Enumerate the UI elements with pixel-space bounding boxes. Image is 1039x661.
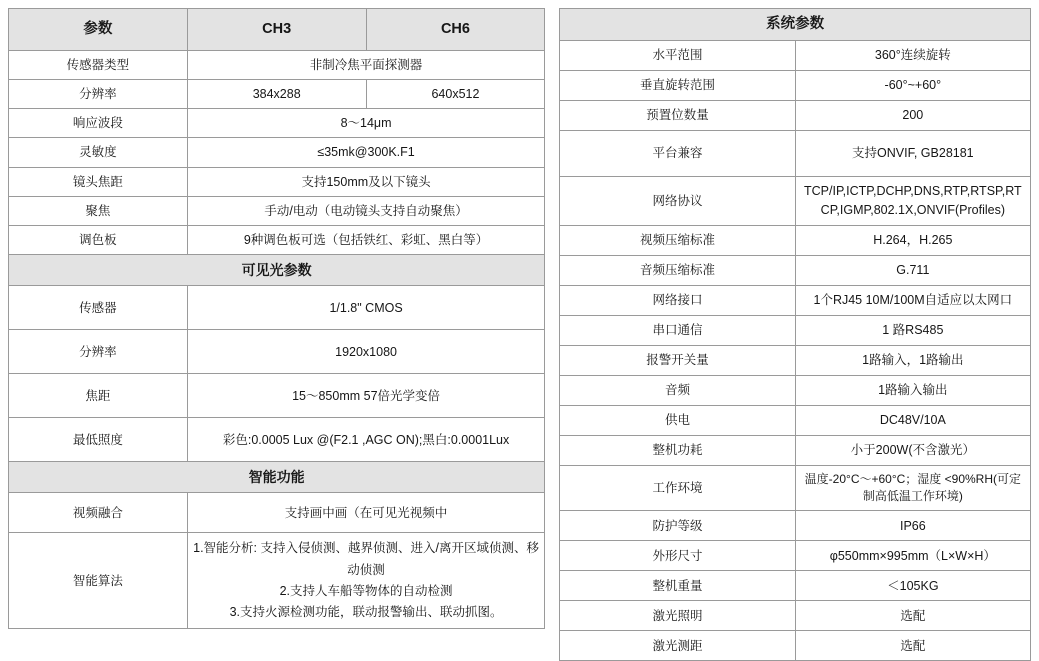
table-row <box>9 51 545 80</box>
table-row <box>560 177 1031 226</box>
row-value: 8～14μm <box>187 109 545 138</box>
table-row <box>560 71 1031 101</box>
row-value: ≤35mk@300K.F1 <box>187 138 545 167</box>
table-row <box>560 571 1031 601</box>
table-row <box>560 345 1031 375</box>
row-label: 传感器 <box>9 286 188 330</box>
ai-line-3: 3.支持火源检测功能，联动报警输出、联动抓图。 <box>229 605 503 620</box>
system-spec-table <box>559 8 1031 661</box>
header-cell-system: 系统参数 <box>560 9 1031 41</box>
row-label: 报警开关量 <box>560 345 795 375</box>
table-row <box>9 374 545 418</box>
row-label: 分辨率 <box>9 330 188 374</box>
row-value: ＜105KG <box>795 571 1030 601</box>
row-label: 网络协议 <box>560 177 795 226</box>
row-value: 360°连续旋转 <box>795 41 1030 71</box>
row-label: 传感器类型 <box>9 51 188 80</box>
table-row <box>560 601 1031 631</box>
row-label: 激光照明 <box>560 601 795 631</box>
table-row <box>560 41 1031 71</box>
row-value: 15～850mm 57倍光学变倍 <box>187 374 545 418</box>
row-label: 响应波段 <box>9 109 188 138</box>
table-row <box>9 493 545 533</box>
row-label: 防护等级 <box>560 511 795 541</box>
table-header-row <box>560 9 1031 41</box>
row-value: 200 <box>795 101 1030 131</box>
row-label: 智能算法 <box>9 533 188 629</box>
system-spec-column <box>559 8 1031 653</box>
row-value: 选配 <box>795 601 1030 631</box>
row-label: 工作环境 <box>560 465 795 511</box>
row-value: 小于200W(不含激光） <box>795 435 1030 465</box>
row-label: 灵敏度 <box>9 138 188 167</box>
row-label: 垂直旋转范围 <box>560 71 795 101</box>
table-row <box>560 285 1031 315</box>
row-value: TCP/IP,ICTP,DCHP,DNS,RTP,RTSP,RTCP,IGMP,802.1X,ONVIF(Profiles) <box>795 177 1030 226</box>
row-label: 焦距 <box>9 374 188 418</box>
row-value: 支持ONVIF, GB28181 <box>795 131 1030 177</box>
table-row <box>9 109 545 138</box>
row-value: H.264，H.265 <box>795 225 1030 255</box>
row-label: 整机重量 <box>560 571 795 601</box>
row-label: 水平范围 <box>560 41 795 71</box>
row-value: 1路输入，1路输出 <box>795 345 1030 375</box>
row-value: G.711 <box>795 255 1030 285</box>
table-row <box>9 418 545 462</box>
row-value: 温度-20°C～+60°C；湿度 <90%RH(可定制高低温工作环境) <box>795 465 1030 511</box>
row-label: 平台兼容 <box>560 131 795 177</box>
table-row <box>9 80 545 109</box>
row-label: 供电 <box>560 405 795 435</box>
row-label: 网络接口 <box>560 285 795 315</box>
row-value: 1个RJ45 10M/100M自适应以太网口 <box>795 285 1030 315</box>
table-row <box>9 167 545 196</box>
table-row <box>560 541 1031 571</box>
thermal-spec-column <box>8 8 545 639</box>
table-row <box>9 196 545 225</box>
row-value: 1/1.8" CMOS <box>187 286 545 330</box>
table-header-row <box>9 9 545 51</box>
table-row <box>560 101 1031 131</box>
row-label: 聚焦 <box>9 196 188 225</box>
section-title: 智能功能 <box>9 462 545 493</box>
row-value: 手动/电动（电动镜头支持自动聚焦） <box>187 196 545 225</box>
table-row <box>560 375 1031 405</box>
row-value: φ550mm×995mm（L×W×H） <box>795 541 1030 571</box>
table-row <box>9 225 545 254</box>
thermal-spec-table <box>8 8 545 629</box>
row-label: 分辨率 <box>9 80 188 109</box>
row-value: 选配 <box>795 631 1030 661</box>
table-row <box>9 286 545 330</box>
row-value: 支持150mm及以下镜头 <box>187 167 545 196</box>
ai-line-2: 2.支持人车船等物体的自动检测 <box>279 583 453 598</box>
row-value <box>187 533 545 629</box>
table-row <box>560 405 1031 435</box>
section-header-visible <box>9 254 545 285</box>
row-label: 串口通信 <box>560 315 795 345</box>
row-value: 1920x1080 <box>187 330 545 374</box>
row-value: 非制冷焦平面探测器 <box>187 51 545 80</box>
row-value: IP66 <box>795 511 1030 541</box>
ai-line-1: 1.智能分析: 支持入侵侦测、越界侦测、进入/离开区域侦测、移动侦测 <box>193 541 539 577</box>
table-row <box>560 315 1031 345</box>
row-label: 音频 <box>560 375 795 405</box>
row-value: DC48V/10A <box>795 405 1030 435</box>
row-label: 最低照度 <box>9 418 188 462</box>
header-cell-ch6: CH6 <box>366 9 545 51</box>
row-label: 视频压缩标准 <box>560 225 795 255</box>
section-header-ai <box>9 462 545 493</box>
row-label: 视频融合 <box>9 493 188 533</box>
row-value: -60°~+60° <box>795 71 1030 101</box>
table-row <box>560 255 1031 285</box>
row-value: 1 路RS485 <box>795 315 1030 345</box>
table-row <box>9 533 545 629</box>
row-value: 支持画中画（在可见光视频中 <box>187 493 545 533</box>
table-row <box>560 511 1031 541</box>
table-row <box>560 131 1031 177</box>
row-label: 预置位数量 <box>560 101 795 131</box>
row-label: 音频压缩标准 <box>560 255 795 285</box>
header-cell-ch3: CH3 <box>187 9 366 51</box>
row-label: 外形尺寸 <box>560 541 795 571</box>
table-row <box>560 225 1031 255</box>
row-label: 激光测距 <box>560 631 795 661</box>
header-cell-param: 参数 <box>9 9 188 51</box>
row-value-ch3: 384x288 <box>187 80 366 109</box>
table-row <box>560 631 1031 661</box>
table-row <box>9 138 545 167</box>
table-row <box>9 330 545 374</box>
table-row <box>560 465 1031 511</box>
row-value: 彩色:0.0005 Lux @(F2.1 ,AGC ON);黑白:0.0001Lux <box>187 418 545 462</box>
row-label: 调色板 <box>9 225 188 254</box>
section-title: 可见光参数 <box>9 254 545 285</box>
row-value: 1路输入输出 <box>795 375 1030 405</box>
row-label: 整机功耗 <box>560 435 795 465</box>
table-row <box>560 435 1031 465</box>
row-value-ch6: 640x512 <box>366 80 545 109</box>
row-label: 镜头焦距 <box>9 167 188 196</box>
row-value: 9种调色板可选（包括铁红、彩虹、黑白等） <box>187 225 545 254</box>
